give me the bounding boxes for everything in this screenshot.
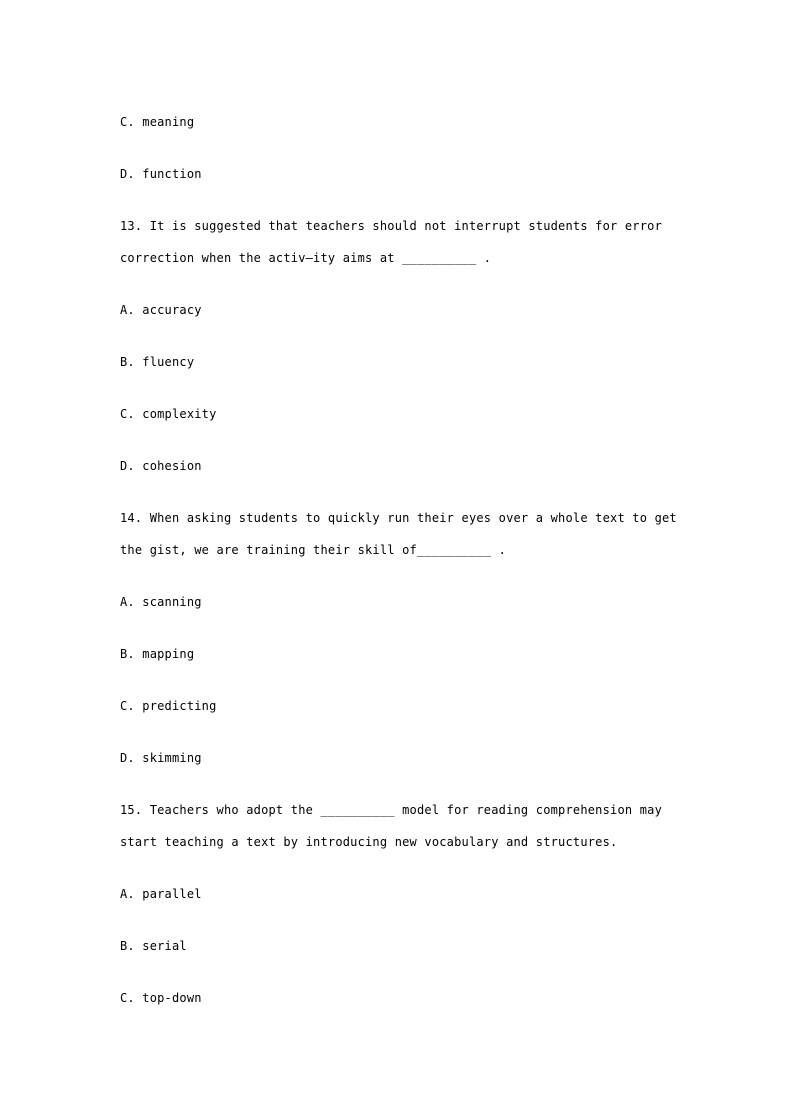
- prev-option-d: D. function: [120, 167, 202, 181]
- question-15-stem-line1: 15. Teachers who adopt the __________ model for reading comprehension may: [120, 803, 662, 817]
- question-13-option-a: A. accuracy: [120, 303, 202, 317]
- question-15-option-c: C. top-down: [120, 991, 202, 1005]
- question-15-option-b: B. serial: [120, 939, 187, 953]
- question-13-option-b: B. fluency: [120, 355, 195, 369]
- question-14-stem-line1: 14. When asking students to quickly run their eyes over a whole text to get: [120, 511, 677, 525]
- question-14-option-d: D. skimming: [120, 751, 202, 765]
- question-15-option-a: A. parallel: [120, 887, 202, 901]
- question-14-option-c: C. predicting: [120, 699, 217, 713]
- question-13-stem-line2: correction when the activ—ity aims at __________ .: [120, 251, 492, 265]
- prev-option-c: C. meaning: [120, 115, 195, 129]
- question-13-option-d: D. cohesion: [120, 459, 202, 473]
- question-15-stem-line2: start teaching a text by introducing new vocabulary and structures.: [120, 835, 618, 849]
- question-13-stem-line1: 13. It is suggested that teachers should not interrupt students for error: [120, 219, 662, 233]
- question-14-stem-line2: the gist, we are training their skill of__________ .: [120, 543, 507, 557]
- question-13-option-c: C. complexity: [120, 407, 217, 421]
- question-14-option-b: B. mapping: [120, 647, 195, 661]
- question-14-option-a: A. scanning: [120, 595, 202, 609]
